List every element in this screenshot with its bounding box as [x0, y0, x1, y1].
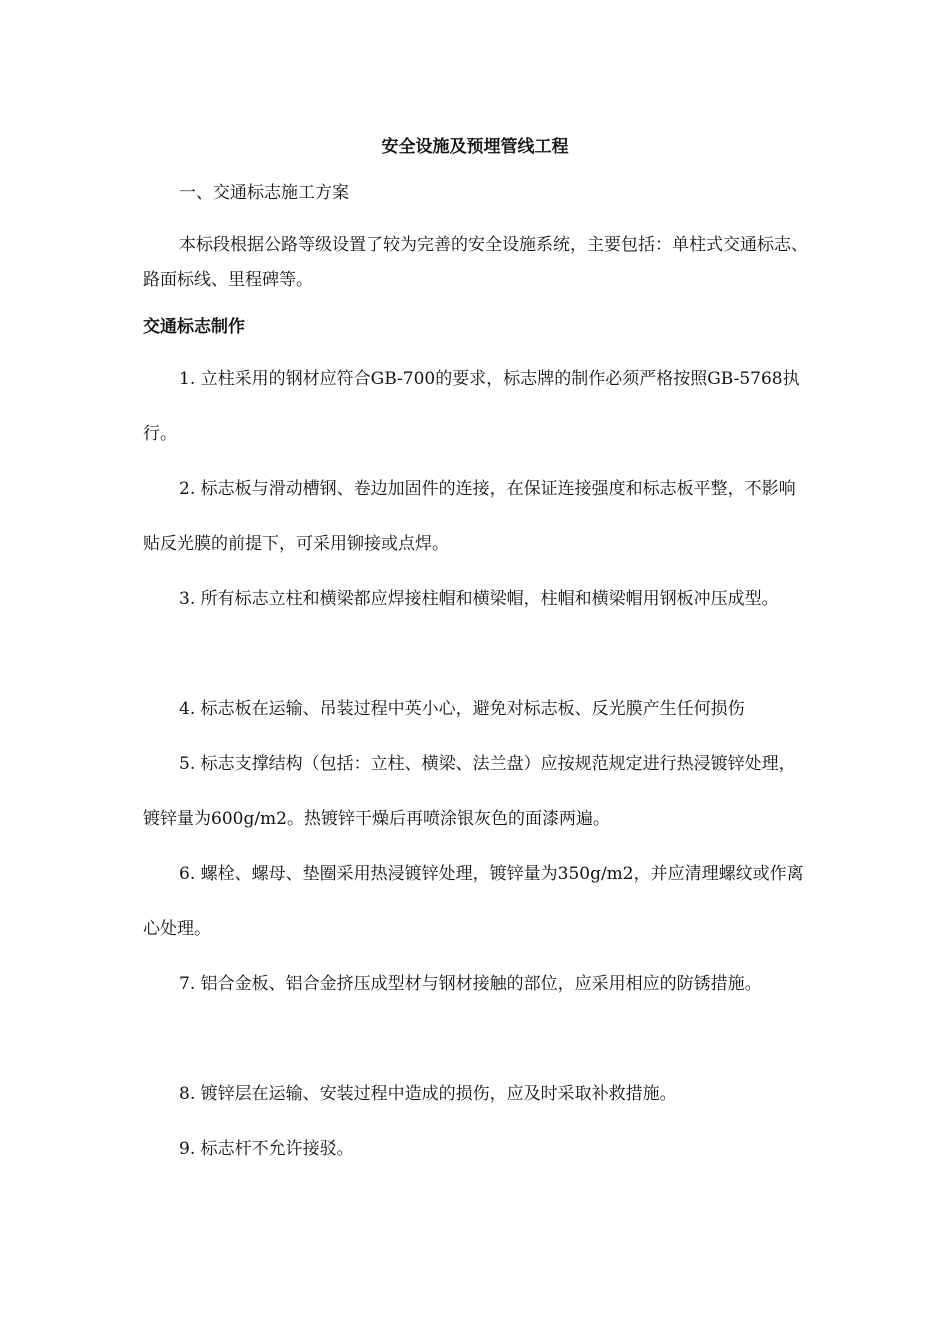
list-item-9: 9. 标志杆不允许接驳。 [179, 1139, 354, 1159]
list-item-4: 4. 标志板在运输、吊装过程中英小心，避免对标志板、反光膜产生任何损伤 [179, 699, 745, 719]
list-item-1: 1. 立柱采用的钢材应符合GB-700的要求，标志牌的制作必须严格按照GB-5768执行。 [143, 369, 800, 444]
list-item-2: 2. 标志板与滑动槽钢、卷边加固件的连接，在保证连接强度和标志板平整，不影响贴反光膜的前提下，可采用铆接或点焊。 [143, 479, 796, 554]
list-item-8: 8. 镀锌层在运输、安装过程中造成的损伤，应及时采取补救措施。 [179, 1084, 677, 1104]
list-item-3: 3. 所有标志立柱和横梁都应焊接柱帽和横梁帽，柱帽和横梁帽用钢板冲压成型。 [179, 589, 779, 609]
list-item-6: 6. 螺栓、螺母、垫圈采用热浸镀锌处理，镀锌量为350g/m2，并应清理螺纹或作离心处理。 [143, 864, 804, 939]
section-heading: 一、交通标志施工方案 [179, 183, 349, 203]
list-item-7: 7. 铝合金板、铝合金挤压成型材与钢材接触的部位，应采用相应的防锈措施。 [179, 974, 762, 994]
list-item-5: 5. 标志支撑结构（包括：立柱、横梁、法兰盘）应按规范规定进行热浸镀锌处理，镀锌量为600g/m2。热镀锌干燥后再喷涂银灰色的面漆两遍。 [143, 754, 796, 829]
intro-paragraph: 本标段根据公路等级设置了较为完善的安全设施系统，主要包括：单柱式交通标志、路面标线、里程碑等。 [143, 235, 808, 290]
document-title: 安全设施及预埋管线工程 [381, 137, 569, 157]
subheading: 交通标志制作 [143, 317, 245, 337]
